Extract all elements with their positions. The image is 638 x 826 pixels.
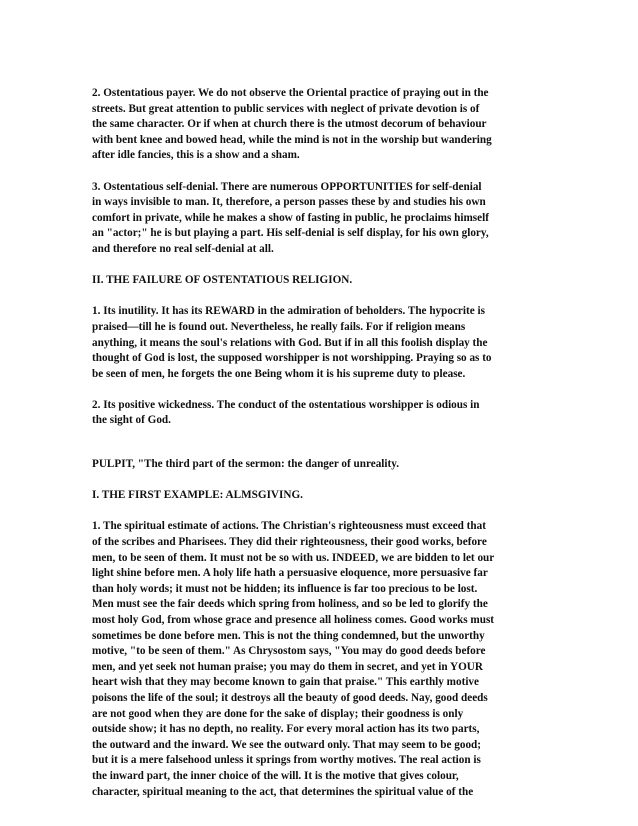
text-line: be seen of men, he forgets the one Being whom it is his supreme duty to please. (92, 367, 466, 380)
heading-line: I. THE FIRST EXAMPLE: ALMSGIVING. (92, 489, 303, 502)
text-line: 2. Its positive wickedness. The conduct of the ostentatious worshipper is odious in (92, 398, 480, 411)
paragraph-ostentatious-self-denial (92, 180, 554, 258)
paragraph-ostentatious-prayer (92, 86, 554, 164)
text-line: outside show; it has no depth, no reality. For every moral action has its two parts, (92, 723, 480, 736)
text-line: character, spiritual meaning to the act, that determines the spiritual value of the (92, 785, 474, 798)
paragraph-inutility (92, 304, 554, 382)
text-line: most holy God, from whose grace and presence all holiness comes. Good works must (92, 614, 495, 626)
text-line: thought of God is lost, the supposed worshipper is not worshipping. Praying so as to (92, 352, 492, 365)
section-heading-failure (92, 273, 554, 289)
text-line: but it is a mere falsehood unless it springs from worthy motives. The real action is (92, 754, 481, 767)
paragraph-spiritual-estimate (92, 519, 554, 800)
heading-line: II. THE FAILURE OF OSTENTATIOUS RELIGION. (92, 274, 353, 287)
text-line: heart wish that they may become known to gain that praise." This earthly motive (92, 676, 479, 689)
text-line: streets. But great attention to public services with neglect of private devotion is of (92, 102, 480, 115)
text-line: 3. Ostentatious self-denial. There are numerous OPPORTUNITIES for self-denial (92, 180, 482, 193)
text-line: the same character. Or if when at church there is the utmost decorum of behaviour (92, 118, 487, 131)
text-line: 1. Its inutility. It has its REWARD in the admiration of beholders. The hypocrite is (92, 305, 485, 318)
text-line: PULPIT, "The third part of the sermon: the danger of unreality. (92, 458, 400, 471)
text-line: men, to be seen of them. It must not be so with us. INDEED, we are bidden to let our (92, 551, 495, 564)
text-line: light shine before men. A holy life hath a persuasive eloquence, more persuasive far (92, 567, 488, 580)
text-line: of the scribes and Pharisees. They did their righteousness, their good works, before (92, 536, 487, 549)
text-line: after idle fancies, this is a show and a sham. (92, 149, 300, 162)
text-line: poisons the life of the soul; it destroys all the beauty of good deeds. Nay, good deeds (92, 691, 488, 704)
section-heading-almsgiving (92, 488, 554, 504)
text-line: the sight of God. (92, 414, 171, 427)
paragraph-positive-wickedness (92, 398, 554, 429)
text-line: the inward part, the inner choice of the will. It is the motive that gives colour, (92, 769, 459, 782)
text-line: the outward and the inward. We see the outward only. That may seem to be good; (92, 738, 481, 751)
text-line: motive, "to be seen of them." As Chrysostom says, "You may do good deeds before (92, 645, 486, 658)
text-line: than holy words; it must not be hidden; its influence is far too precious to be lost. (92, 582, 478, 595)
text-line: men, and yet seek not human praise; you may do them in secret, and yet in YOUR (92, 660, 483, 673)
text-line: are not good when they are done for the sake of display; their goodness is only (92, 707, 464, 720)
document-page (92, 86, 554, 816)
text-line: an "actor;" he is but playing a part. His self-denial is self display, for his own glory, (92, 227, 489, 240)
paragraph-pulpit-intro (92, 457, 554, 473)
text-line: 1. The spiritual estimate of actions. The Christian's righteousness must exceed that (92, 520, 486, 533)
text-line: praised—till he is found out. Nevertheless, he really fails. For if religion means (92, 320, 466, 333)
text-line: 2. Ostentatious payer. We do not observe the Oriental practice of praying out in the (92, 87, 489, 99)
text-line: anything, it means the soul's relations with God. But if in all this foolish display the (92, 336, 488, 349)
text-line: and therefore no real self-denial at all. (92, 242, 274, 255)
text-line: in ways invisible to man. It, therefore, a person passes these by and studies his own (92, 196, 486, 209)
text-line: sometimes be done before men. This is not the thing condemned, but the unworthy (92, 629, 485, 642)
text-line: comfort in private, while he makes a show of fasting in public, he proclaims himself (92, 211, 489, 224)
text-line: Men must see the fair deeds which spring from holiness, and so be led to glorify the (92, 598, 488, 611)
text-line: with bent knee and bowed head, while the mind is not in the worship but wandering (92, 133, 492, 146)
